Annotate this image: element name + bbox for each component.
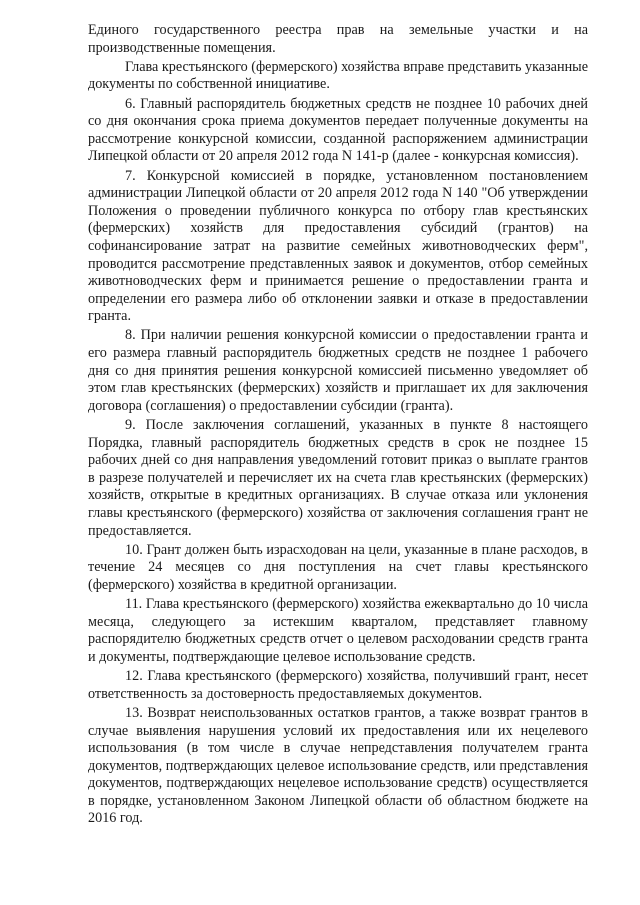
paragraph-item-11: 11. Глава крестьянского (фермерского) хозяйства ежеквартально до 10 числа месяца, следующего за истекшим кварталом, представляет главному распорядителю бюджетных средств отчет о целевом расходовании средств гранта и документы, подтверждающие целевое использование средств. <box>88 596 588 665</box>
paragraph-item-6: 6. Главный распорядитель бюджетных средств не позднее 10 рабочих дней со дня окончания срока приема документов передает полученные документы на рассмотрение конкурсной комиссии, созданной распоряжением администрации Липецкой области от 20 апреля 2012 года N 141-р (далее - конкурсная комиссия). <box>88 95 588 165</box>
paragraph-item-9: 9. После заключения соглашений, указанных в пункте 8 настоящего Порядка, главный распорядитель бюджетных средств в срок не позднее 15 рабочих дней со дня направления уведомлений готовит приказ о выплате грантов в разрезе получателей и перечисляет их на счета глав крестьянских (фермерских) хозяйств, открытые в кредитных организациях. В случае отказа или уклонения главы крестьянского (фермерского) хозяйства от заключения соглашения грант не предоставляется. <box>88 417 588 539</box>
paragraph-item-10: 10. Грант должен быть израсходован на цели, указанные в плане расходов, в течение 24 месяцев со дня поступления на счет главы крестьянского (фермерского) хозяйства в кредитной организации. <box>88 541 588 593</box>
paragraph-item-8: 8. При наличии решения конкурсной комиссии о предоставлении гранта и его размера главный распорядитель бюджетных средств не позднее 1 рабочего дня со дня принятия решения конкурсной комиссией письменно уведомляет об этом глав крестьянских (фермерских) хозяйств и приглашает их для заключения договора (соглашения) о предоставлении субсидии (гранта). <box>88 327 588 414</box>
document-page <box>88 22 588 830</box>
paragraph-item-7: 7. Конкурсной комиссией в порядке, установленном постановлением администрации Липецкой области от 20 апреля 2012 года N 140 "Об утверждении Положения о проведении публичного конкурса по отбору глав крестьянских (фермерских) хозяйств для предоставления субсидий (грантов) на софинансирование затрат на развитие семейных животноводческих ферм", проводится рассмотрение представленных заявок и документов, отбор семейных животноводческих ферм и принимается решение о предоставлении гранта и определении его размера либо об отклонении заявки и отказе в предоставлении гранта. <box>88 167 588 325</box>
paragraph-item-13: 13. Возврат неиспользованных остатков грантов, а также возврат грантов в случае выявления нарушения условий их предоставления или их нецелевого использования (в том числе в случае непредставления получателем гранта документов, подтверждающих целевое использование средств, или представления документов, подтверждающих нецелевое использование средств) осуществляется в порядке, установленном Законом Липецкой области об областном бюджете на 2016 год. <box>88 704 588 827</box>
paragraph-self-submission: Глава крестьянского (фермерского) хозяйства вправе представить указанные документы по собственной инициативе. <box>88 58 588 93</box>
paragraph-continuation: Единого государственного реестра прав на земельные участки и на производственные помещения. <box>88 22 588 56</box>
paragraph-item-12: 12. Глава крестьянского (фермерского) хозяйства, получивший грант, несет ответственность за достоверность предоставляемых документов. <box>88 668 588 702</box>
